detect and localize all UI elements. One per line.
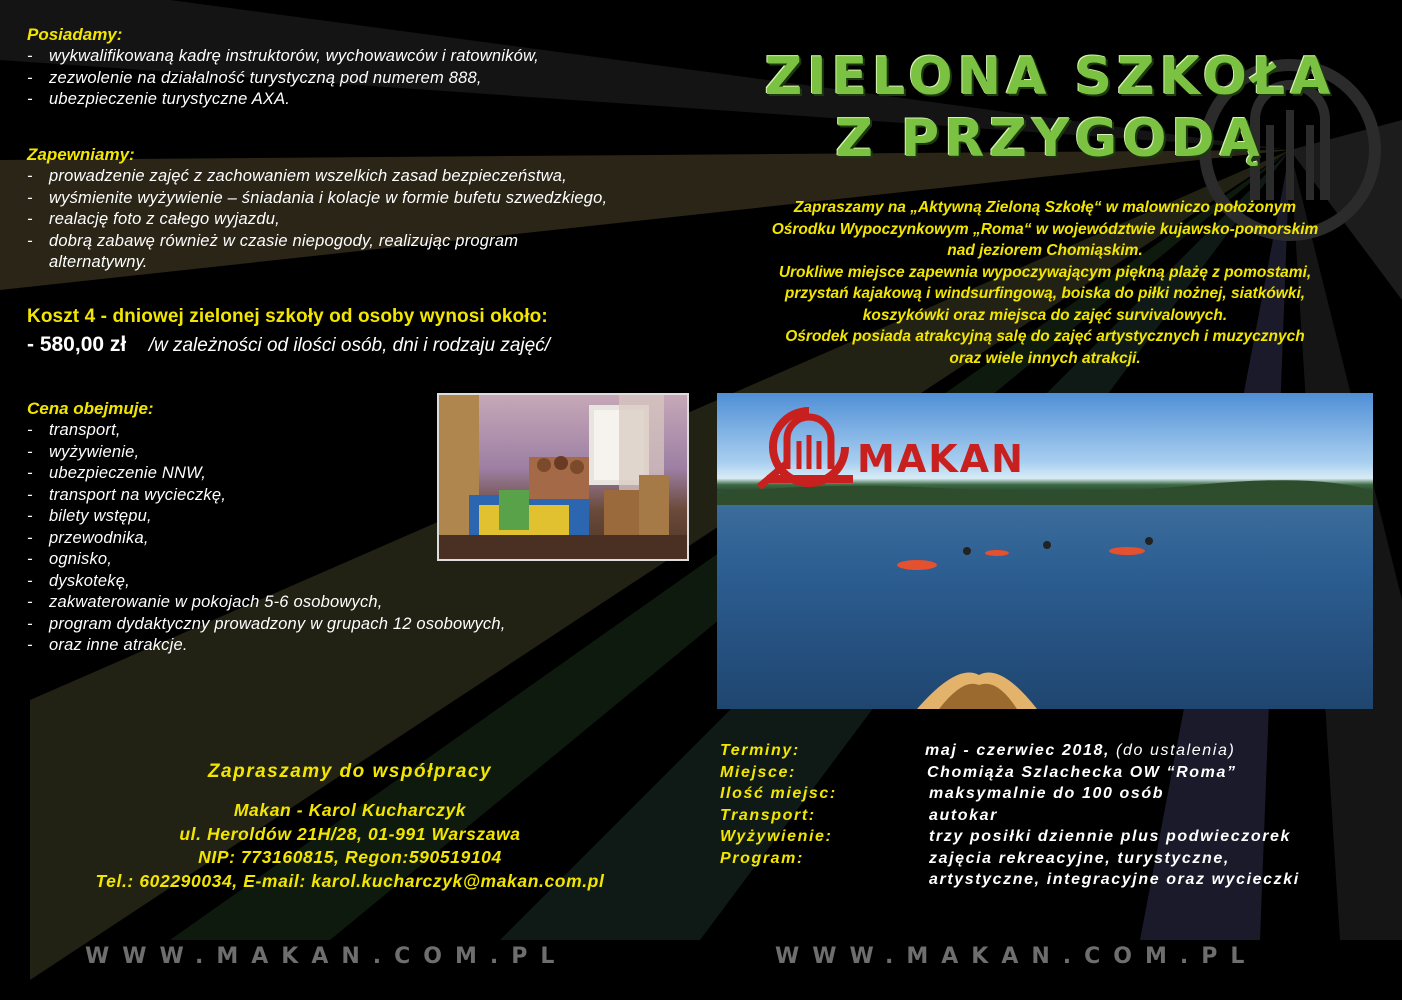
contact-block (40, 759, 660, 893)
makan-logo-text: MAKAN (857, 437, 1025, 481)
cost-price-row (27, 330, 707, 362)
terms-value: artystyczne, integracyjne oraz wycieczki (929, 871, 1300, 888)
list-item: - dyskotekę, (27, 571, 667, 593)
zapewniamy-section (27, 144, 687, 274)
cost-heading: Koszt 4 - dniowej zielonej szkoły od osoby wynosi około: (27, 306, 548, 327)
terms-table (720, 740, 1392, 895)
terms-value: maj - czerwiec 2018, (925, 742, 1110, 759)
headline-line-2: Z PRZYGODĄ (835, 109, 1265, 169)
list-item: - wyśmienite wyżywienie – śniadania i kolacje w formie bufetu szwedzkiego, (27, 188, 687, 210)
list-item: - bilety wstępu, (27, 506, 667, 528)
terms-value: maksymalnie do 100 osób (929, 785, 1165, 802)
list-item: - transport na wycieczkę, (27, 485, 667, 507)
list-item: - wyżywienie, (27, 442, 667, 464)
terms-value: Chomiąża Szlachecka OW “Roma” (927, 763, 1237, 781)
terms-key: Wyżywienie: (720, 828, 833, 845)
posiadamy-section (27, 24, 687, 111)
footer-url-right[interactable]: WWW.MAKAN.COM.PL (775, 944, 1258, 969)
intro-text (710, 197, 1380, 369)
terms-value-group (925, 740, 1235, 762)
cena-title: Cena obejmuje: (27, 399, 154, 418)
list-item: - zezwolenie na działalność turystyczną pod numerem 888, (27, 68, 687, 90)
room-photo (437, 393, 689, 561)
headline-line-1: ZIELONA SZKOŁA (764, 47, 1336, 107)
intro-line: oraz wiele innych atrakcji. (949, 349, 1141, 367)
list-item: - transport, (27, 420, 667, 442)
terms-key: Program: (720, 849, 804, 867)
list-item: - ubezpieczenie turystyczne AXA. (27, 89, 687, 111)
intro-line: Zapraszamy na „Aktywną Zieloną Szkołę“ w malowniczo położonym (793, 199, 1297, 216)
list-item: - oraz inne atrakcje. (27, 635, 667, 657)
list-item: - program dydaktyczny prowadzony w grupach 12 osobowych, (27, 614, 667, 636)
list-item: - wykwalifikowaną kadrę instruktorów, wychowawców i ratowników, (27, 46, 687, 68)
list-item: - zakwaterowanie w pokojach 5-6 osobowych, (27, 592, 667, 614)
zapewniamy-list (27, 166, 687, 274)
terms-key: Transport: (720, 806, 816, 824)
terms-value: zajęcia rekreacyjne, turystyczne, (929, 849, 1230, 867)
terms-extra: (do ustalenia) (1109, 742, 1236, 759)
list-item: - realację foto z całego wyjazdu, (27, 209, 687, 231)
footer-url-left[interactable]: WWW.MAKAN.COM.PL (85, 944, 568, 969)
cost-note: /w zależności od ilości osób, dni i rodzaju zajęć/ (148, 335, 550, 356)
posiadamy-list (27, 46, 687, 111)
list-item: - ognisko, (27, 549, 667, 571)
intro-line: nad jeziorem Chomiąskim. (947, 242, 1143, 259)
contact-line: Makan - Karol Kucharczyk (233, 800, 467, 820)
terms-key: Ilość miejsc: (720, 785, 837, 802)
terms-key: Terminy: (720, 742, 800, 759)
intro-line: koszykówki oraz miejsca do zajęć survivalowych. (862, 306, 1228, 324)
contact-line: ul. Heroldów 21H/28, 01-991 Warszawa (179, 823, 521, 844)
terms-value: autokar (929, 806, 998, 824)
makan-logo-mark (757, 407, 862, 489)
terms-key: Miejsce: (720, 763, 796, 781)
terms-value: trzy posiłki dziennie plus podwieczorek (929, 828, 1292, 845)
zapewniamy-title: Zapewniamy: (27, 145, 135, 164)
list-item: - ubezpieczenie NNW, (27, 463, 667, 485)
list-item: - prowadzenie zajęć z zachowaniem wszelkich zasad bezpieczeństwa, (27, 166, 687, 188)
intro-line: Ośrodku Wypoczynkowym „Roma“ w województwie kujawsko-pomorskim (771, 220, 1319, 238)
intro-line: Urokliwe miejsce zapewnia wypoczywającym piękną plażę z pomostami, (778, 263, 1312, 281)
contact-line: Tel.: 602290034, E-mail: karol.kucharczyk@makan.com.pl (95, 870, 605, 891)
lake-photo (717, 393, 1373, 709)
cost-section (27, 304, 707, 362)
intro-line: Ośrodek posiada atrakcyjną salę do zajęć artystycznych i muzycznych (785, 328, 1305, 345)
contact-line: NIP: 773160815, Regon:590519104 (198, 847, 502, 867)
list-item: - przewodnika, (27, 528, 667, 550)
list-item: - dobrą zabawę również w czasie niepogody, realizując program alternatywny. (27, 231, 609, 274)
contact-title: Zapraszamy do współpracy (207, 761, 493, 782)
intro-line: przystań kajakową i windsurfingową, boiska do piłki nożnej, siatkówki, (784, 285, 1306, 302)
posiadamy-title: Posiadamy: (27, 25, 123, 44)
cost-dash: - (27, 333, 40, 356)
cost-price: 580,00 zł (39, 333, 127, 356)
